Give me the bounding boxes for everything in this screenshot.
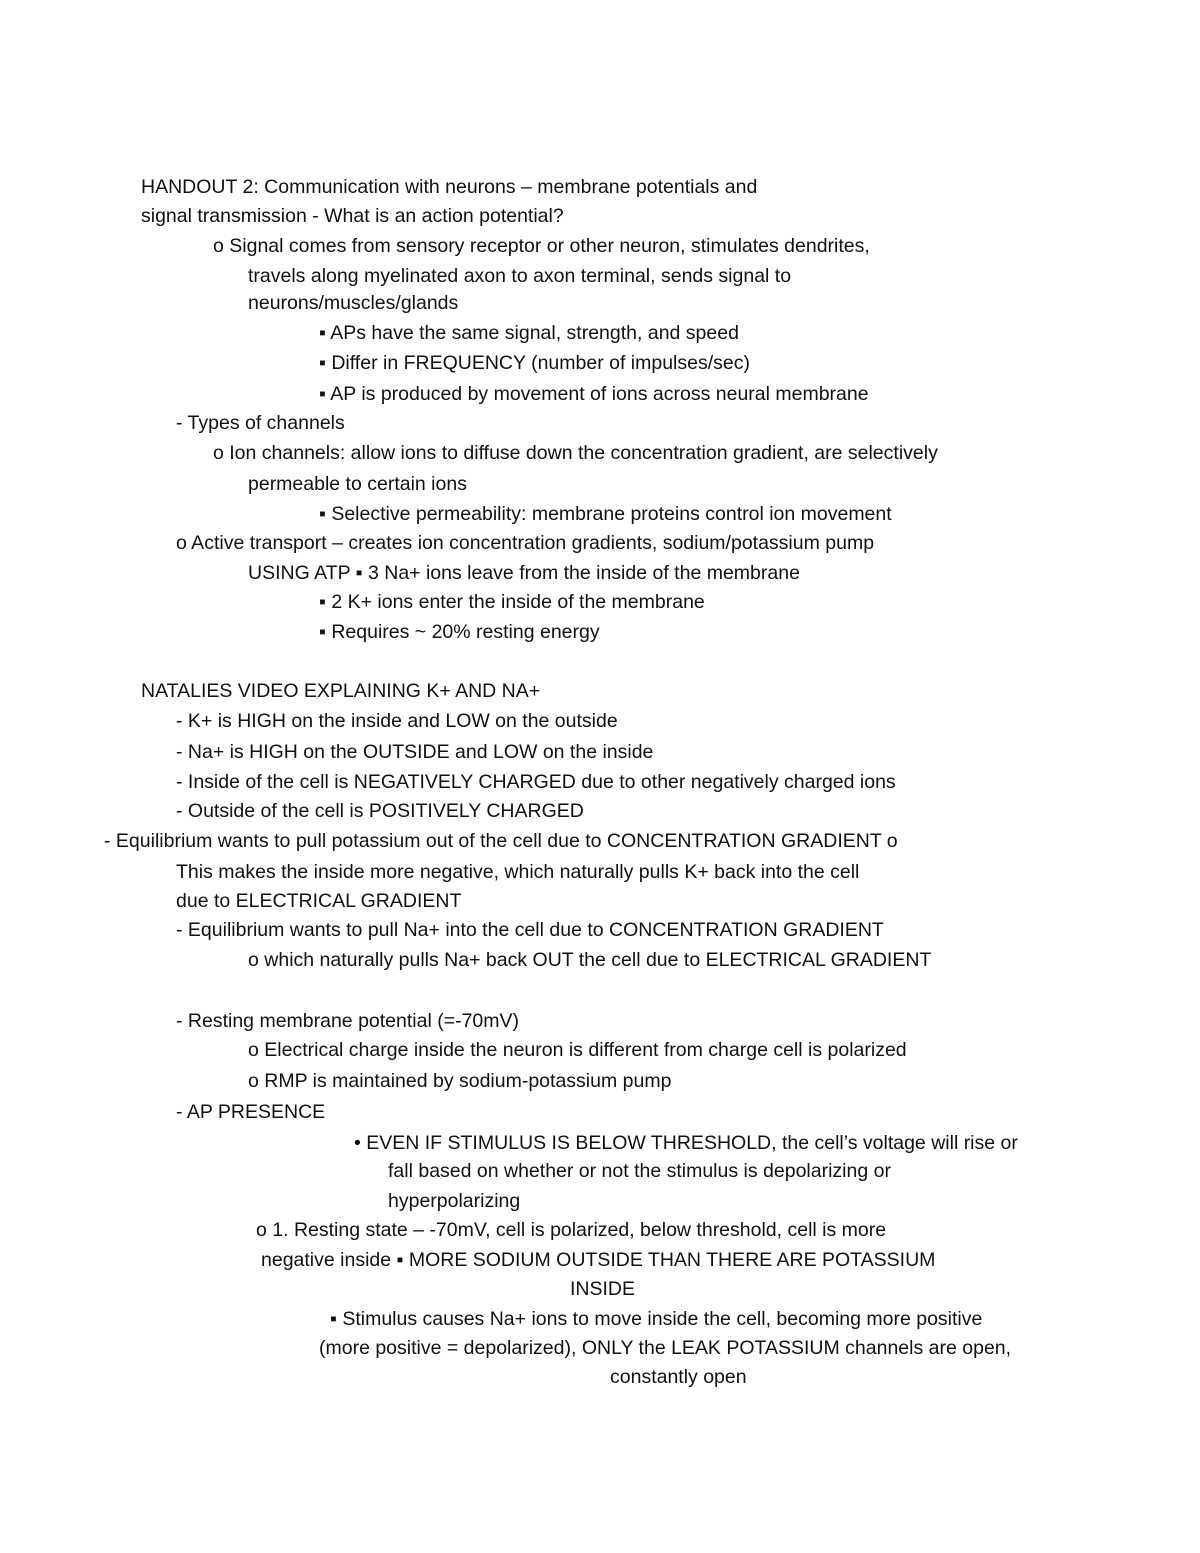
text-line: - K+ is HIGH on the inside and LOW on the outside <box>176 710 618 732</box>
text-line: o 1. Resting state – -70mV, cell is polarized, below threshold, cell is more <box>256 1219 887 1241</box>
text-line: INSIDE <box>570 1278 636 1300</box>
text-line: neurons/muscles/glands <box>248 292 459 314</box>
section-heading: NATALIES VIDEO EXPLAINING K+ AND NA+ <box>141 680 541 702</box>
text-line: o which naturally pulls Na+ back OUT the cell due to ELECTRICAL GRADIENT <box>248 949 932 971</box>
text-line: ▪ Differ in FREQUENCY (number of impulses/sec) <box>319 352 750 374</box>
text-line: hyperpolarizing <box>388 1190 521 1212</box>
text-line: - Equilibrium wants to pull Na+ into the cell due to CONCENTRATION GRADIENT <box>176 919 884 941</box>
text-line: • EVEN IF STIMULUS IS BELOW THRESHOLD, the cell’s voltage will rise or <box>354 1132 1018 1154</box>
text-line: signal transmission - What is an action potential? <box>141 205 564 227</box>
text-line: - Types of channels <box>176 412 345 434</box>
text-line: - Na+ is HIGH on the OUTSIDE and LOW on the inside <box>176 741 654 763</box>
text-line: ▪ Stimulus causes Na+ ions to move inside the cell, becoming more positive <box>330 1308 983 1330</box>
text-line: o Electrical charge inside the neuron is different from charge cell is polarized <box>248 1039 907 1061</box>
text-line: USING ATP ▪ 3 Na+ ions leave from the inside of the membrane <box>248 562 800 584</box>
text-line: due to ELECTRICAL GRADIENT <box>176 890 462 912</box>
text-line: - Outside of the cell is POSITIVELY CHARGED <box>176 800 584 822</box>
text-line: This makes the inside more negative, which naturally pulls K+ back into the cell <box>176 861 860 883</box>
text-line: ▪ Requires ~ 20% resting energy <box>319 621 600 643</box>
text-line: permeable to certain ions <box>248 473 467 495</box>
handout-title: HANDOUT 2: Communication with neurons – membrane potentials and <box>141 176 758 198</box>
text-line: (more positive = depolarized), ONLY the LEAK POTASSIUM channels are open, <box>319 1337 1012 1359</box>
text-line: fall based on whether or not the stimulus is depolarizing or <box>388 1160 891 1182</box>
text-line: ▪ AP is produced by movement of ions across neural membrane <box>319 383 869 405</box>
text-line: constantly open <box>610 1366 747 1388</box>
text-line: o Signal comes from sensory receptor or other neuron, stimulates dendrites, <box>213 235 870 257</box>
text-line: - Equilibrium wants to pull potassium out of the cell due to CONCENTRATION GRADIENT o <box>104 830 898 852</box>
text-line: negative inside ▪ MORE SODIUM OUTSIDE THAN THERE ARE POTASSIUM <box>261 1249 936 1271</box>
text-line: o Ion channels: allow ions to diffuse down the concentration gradient, are selectively <box>213 442 938 464</box>
text-line: ▪ Selective permeability: membrane proteins control ion movement <box>319 503 892 525</box>
text-line: ▪ APs have the same signal, strength, and speed <box>319 322 739 344</box>
text-line: o RMP is maintained by sodium-potassium pump <box>248 1070 672 1092</box>
text-line: - AP PRESENCE <box>176 1101 326 1123</box>
text-line: travels along myelinated axon to axon terminal, sends signal to <box>248 265 792 287</box>
text-line: o Active transport – creates ion concentration gradients, sodium/potassium pump <box>176 532 875 554</box>
text-line: ▪ 2 K+ ions enter the inside of the membrane <box>319 591 705 613</box>
text-line: - Inside of the cell is NEGATIVELY CHARGED due to other negatively charged ions <box>176 771 896 793</box>
text-line: - Resting membrane potential (=-70mV) <box>176 1010 520 1032</box>
